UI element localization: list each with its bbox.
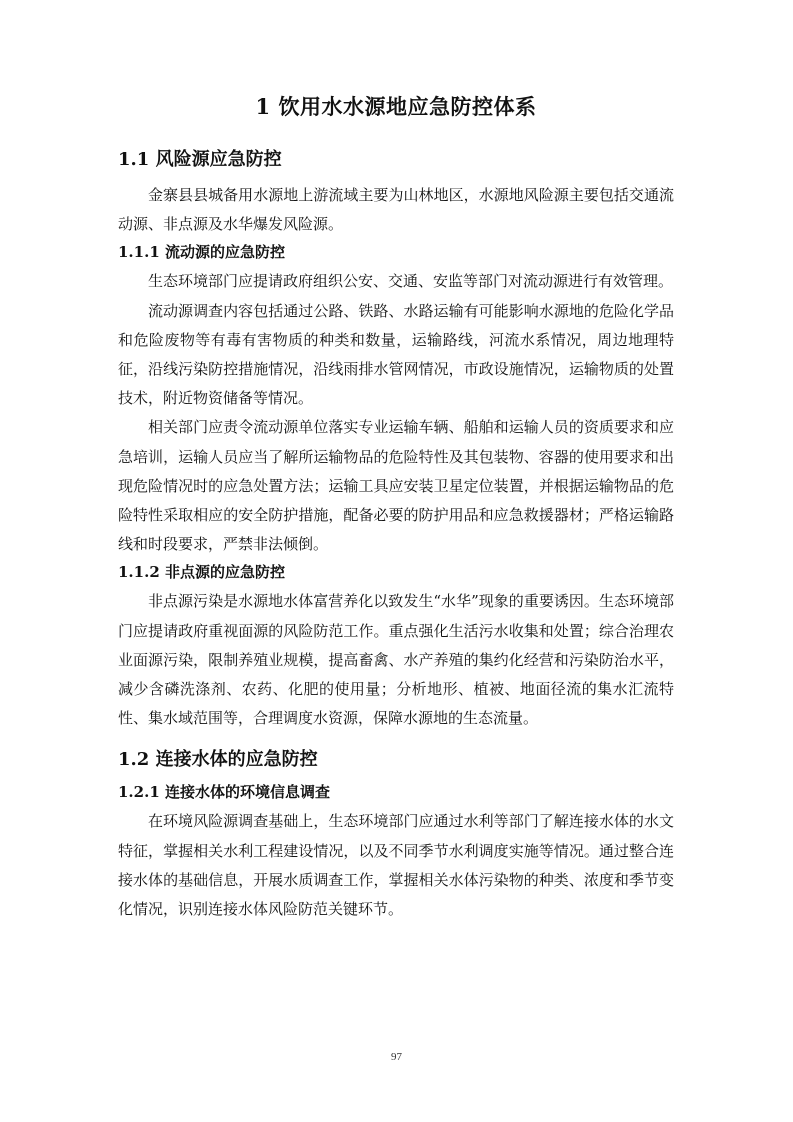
paragraph-1-2-1-a: 在环境风险源调查基础上，生态环境部门应通过水利等部门了解连接水体的水文特征，掌握相关水利工程建设情况，以及不同季节水利调度实施等情况。通过整合连接水体的基础信息，开展水质调查工作，掌握相关水体污染物的种类、浓度和季节变化情况，识别连接水体风险防范关键环节。 bbox=[118, 812, 674, 919]
subsection-heading-1-1-2: 1.1.2 非点源的应急防控 bbox=[118, 563, 285, 582]
section-heading-1-2: 1.2 连接水体的应急防控 bbox=[118, 749, 318, 771]
section-heading-1-1: 1.1 风险源应急防控 bbox=[118, 149, 282, 170]
page-number: 97 bbox=[391, 1051, 402, 1063]
paragraph-1-1-1-a: 生态环境部门应提请政府组织公安、交通、安监等部门对流动源进行有效管理。 bbox=[148, 272, 674, 291]
chapter-title: 1 饮用水水源地应急防控体系 bbox=[255, 94, 537, 119]
page-content bbox=[118, 92, 674, 924]
subsection-heading-1-2-1: 1.2.1 连接水体的环境信息调查 bbox=[118, 783, 330, 802]
section-1-1-intro: 金寨县县城备用水源地上游流域主要为山林地区，水源地风险源主要包括交通流动源、非点源及水华爆发风险源。 bbox=[118, 186, 674, 234]
paragraph-1-1-1-b: 流动源调查内容包括通过公路、铁路、水路运输有可能影响水源地的危险化学品和危险废物等有毒有害物质的种类和数量，运输路线，河流水系情况，周边地理特征，沿线污染防控措施情况，沿线雨排水管网情况，市政设施情况，运输物质的处置技术，附近物资储备等情况。 bbox=[118, 301, 674, 408]
subsection-heading-1-1-1: 1.1.1 流动源的应急防控 bbox=[118, 243, 285, 262]
paragraph-1-1-2-a: 非点源污染是水源地水体富营养化以致发生“水华”现象的重要诱因。生态环境部门应提请政府重视面源的风险防范工作。重点强化生活污水收集和处置；综合治理农业面源污染，限制养殖业规模，提高畜禽、水产养殖的集约化经营和污染防治水平，减少含磷洗涤剂、农药、化肥的使用量；分析地形、植被、地面径流的集水汇流特性、集水域范围等，合理调度水资源，保障水源地的生态流量。 bbox=[118, 592, 674, 728]
paragraph-1-1-1-c: 相关部门应责令流动源单位落实专业运输车辆、船舶和运输人员的资质要求和应急培训，运输人员应当了解所运输物品的危险特性及其包装物、容器的使用要求和出现危险情况时的应急处置方法；运输工具应安装卫星定位装置，并根据运输物品的危险特性采取相应的安全防护措施，配备必要的防护用品和应急救援器材；严格运输路线和时段要求，严禁非法倾倒。 bbox=[118, 418, 674, 554]
